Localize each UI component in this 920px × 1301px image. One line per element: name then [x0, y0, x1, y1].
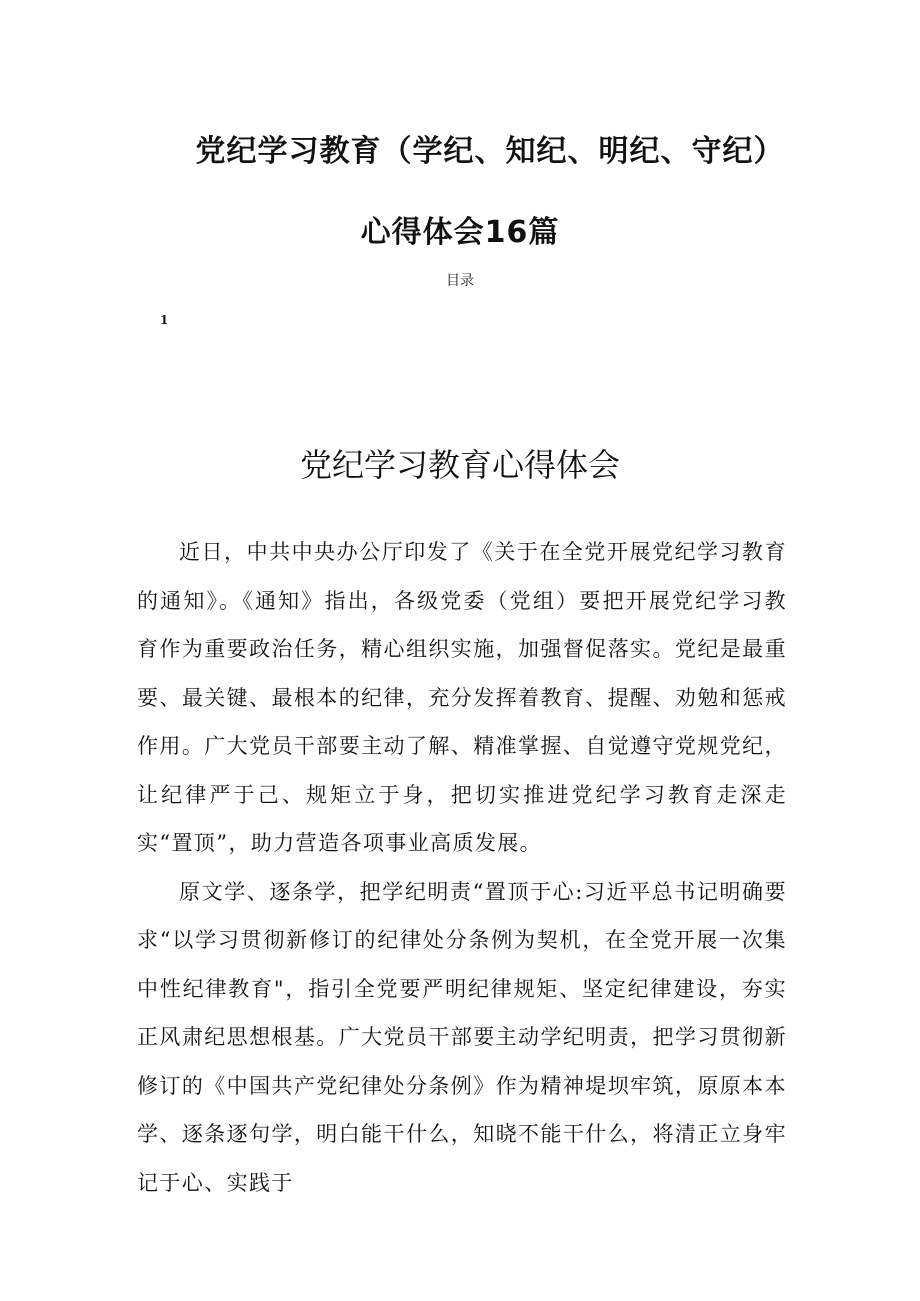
- article-paragraph: 原文学、逐条学，把学纪明责“置顶于心:习近平总书记明确要求“以学习贯彻新修订的纪律处分条例为契机，在全党开展一次集中性纪律教育"，指引全党要严明纪律规矩、坚定纪律建设，夯实正风肃纪思想根基。广大党员干部要主动学纪明责，把学习贯彻新修订的《中国共产党纪律处分条例》作为精神堤坝牢筑，原原本本学、逐条逐句学，明白能干什么，知晓不能干什么，将清正立身牢记于心、实践于: [137, 879, 787, 1195]
- article-heading: 党纪学习教育心得体会: [299, 446, 620, 484]
- page-marker: 1: [160, 313, 169, 327]
- document-title-line-1: 党纪学习教育（学纪、知纪、明纪、守纪）: [195, 134, 785, 169]
- document-title-line-2: 心得体会16篇: [360, 215, 560, 250]
- article-paragraph: 近日，中共中央办公厅印发了《关于在全党开展党纪学习教育的通知》。《通知》指出，各级党委（党组）要把开展党纪学习教育作为重要政治任务，精心组织实施，加强督促落实。党纪是最重要、最关键、最根本的纪律，充分发挥着教育、提醒、劝勉和惩戒作用。广大党员干部要主动了解、精准掌握、自觉遵守党规党纪，让纪律严于己、规矩立于身，把切实推进党纪学习教育走深走实“置顶”，助力营造各项事业高质发展。: [137, 540, 787, 855]
- table-of-contents-label: 目录: [446, 273, 474, 289]
- article-body: [137, 528, 787, 1207]
